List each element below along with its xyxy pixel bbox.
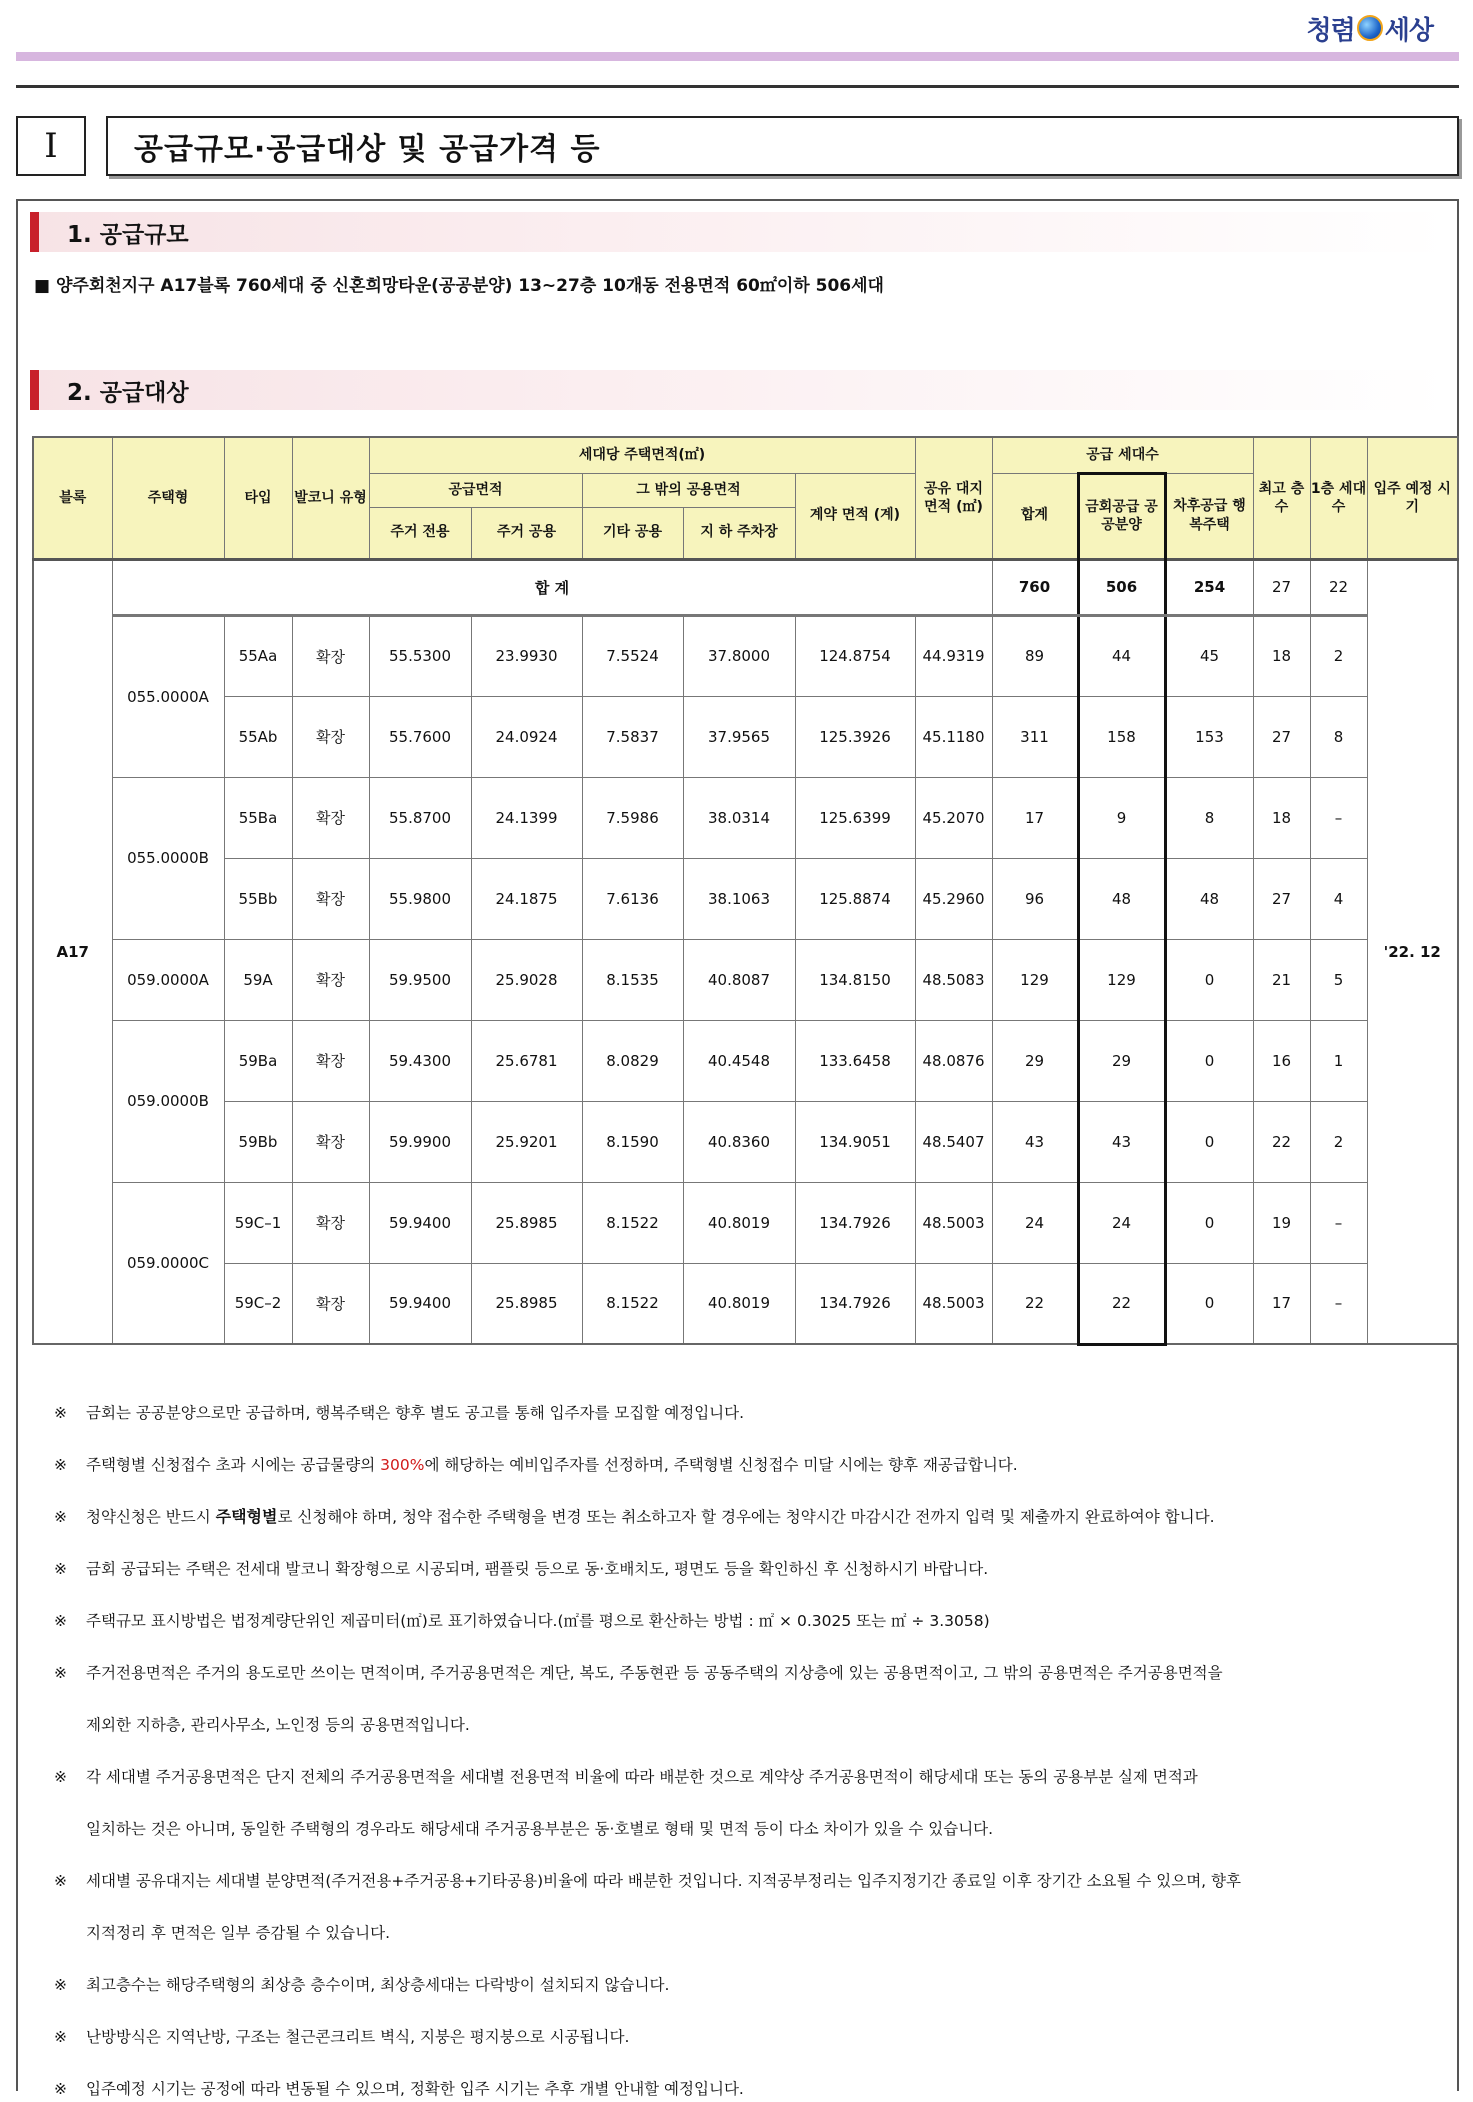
globe-icon (1357, 15, 1383, 41)
note-mark: ※ (54, 1872, 67, 1890)
cell-contract: 125.6399 (795, 777, 915, 858)
cell-later: 0 (1165, 1101, 1253, 1182)
cell-type: 55Ba (224, 777, 292, 858)
cell-land: 48.0876 (915, 1020, 992, 1101)
cell-max: 17 (1253, 1263, 1310, 1344)
note-mark: ※ (54, 2028, 67, 2046)
cell-max: 18 (1253, 615, 1310, 696)
cell-this: 158 (1078, 696, 1165, 777)
table-row (33, 1182, 1458, 1263)
th-supply-area: 공급면적 (369, 473, 582, 507)
cell-excl: 55.8700 (369, 777, 471, 858)
note-text (86, 1855, 1449, 1959)
cell-this: 29 (1078, 1020, 1165, 1101)
cell-contract: 134.9051 (795, 1101, 915, 1182)
note-text-part: 청약신청은 반드시 (86, 1508, 216, 1526)
cell-park: 40.8019 (683, 1263, 795, 1344)
cell-total: 311 (992, 696, 1078, 777)
notes-list (54, 1387, 1449, 2102)
cell-first: – (1310, 1263, 1367, 1344)
cell-land: 48.5407 (915, 1101, 992, 1182)
th-supply-units: 공급 세대수 (992, 437, 1253, 473)
cell-this: 48 (1078, 858, 1165, 939)
cell-resc: 25.8985 (471, 1182, 582, 1263)
cell-house-type: 059.0000B (112, 1020, 224, 1182)
th-land-share: 공유 대지 면적 (㎡) (915, 437, 992, 559)
cell-total: 129 (992, 939, 1078, 1020)
th-contract-area: 계약 면적 (계) (795, 473, 915, 559)
cell-balcony: 확장 (292, 777, 369, 858)
note-item (54, 2063, 1449, 2102)
cell-total: 89 (992, 615, 1078, 696)
note-item (54, 1855, 1449, 1959)
cell-later: 45 (1165, 615, 1253, 696)
cell-resc: 24.0924 (471, 696, 582, 777)
cell-type: 55Bb (224, 858, 292, 939)
cell-excl: 59.4300 (369, 1020, 471, 1101)
note-text-part: 주택형별 신청접수 초과 시에는 공급물량의 (86, 1456, 381, 1474)
note-line: 주거전용면적은 주거의 용도로만 쓰이는 면적이며, 주거공용면적은 계단, 복도, 주동현관 등 공동주택의 지상층에 있는 공용면적이고, 그 밖의 공용면적은 주거공용면적을 (86, 1664, 1223, 1682)
cell-excl: 59.9900 (369, 1101, 471, 1182)
cell-max: 22 (1253, 1101, 1310, 1182)
cell-max: 27 (1253, 696, 1310, 777)
subsection-bar (30, 212, 39, 252)
cell-later: 0 (1165, 1182, 1253, 1263)
cell-park: 37.9565 (683, 696, 795, 777)
note-text-part: 에 해당하는 예비입주자를 선정하며, 주택형별 신청접수 미달 시에는 향후 재공급합니다. (424, 1456, 1018, 1474)
subsection-title: 1. 공급규모 (67, 221, 189, 248)
note-item (54, 1387, 1449, 1439)
cell-this: 22 (1078, 1263, 1165, 1344)
cell-excl: 55.9800 (369, 858, 471, 939)
subsection-title: 2. 공급대상 (67, 379, 189, 406)
note-line: 일치하는 것은 아니며, 동일한 주택형의 경우라도 해당세대 주거공용부분은 동·호별로 형태 및 면적 등이 다소 차이가 있을 수 있습니다. (86, 1820, 994, 1838)
th-exclusive: 주거 전용 (369, 507, 471, 559)
cell-excl: 55.5300 (369, 615, 471, 696)
cell-type: 59Ba (224, 1020, 292, 1101)
note-text (86, 1491, 1449, 1543)
cell-first: 2 (1310, 615, 1367, 696)
note-mark: ※ (54, 1976, 67, 1994)
cell-later: 0 (1165, 1020, 1253, 1101)
header-rule (16, 85, 1459, 88)
cell-house-type: 059.0000C (112, 1182, 224, 1344)
subsection-bar (30, 370, 39, 410)
cell-house-type: 059.0000A (112, 939, 224, 1020)
cell-oth: 7.6136 (582, 858, 683, 939)
th-this-supply: 금회공급 공공분양 (1078, 473, 1165, 559)
cell-excl: 59.9500 (369, 939, 471, 1020)
cell-oth: 8.1522 (582, 1182, 683, 1263)
cell-balcony: 확장 (292, 696, 369, 777)
cell-land: 45.1180 (915, 696, 992, 777)
cell-first: 5 (1310, 939, 1367, 1020)
cell-balcony: 확장 (292, 1101, 369, 1182)
cell-oth: 8.1535 (582, 939, 683, 1020)
note-item (54, 1647, 1449, 1751)
cell-contract: 134.7926 (795, 1182, 915, 1263)
note-text: 입주예정 시기는 공정에 따라 변동될 수 있으며, 정확한 입주 시기는 추후 개별 안내할 예정입니다. (86, 2080, 744, 2098)
total-units: 760 (992, 559, 1078, 615)
cell-type: 59Bb (224, 1101, 292, 1182)
cell-house-type: 055.0000B (112, 777, 224, 939)
cell-contract: 134.8150 (795, 939, 915, 1020)
note-item (54, 1751, 1449, 1855)
note-mark: ※ (54, 1560, 67, 1578)
cell-type: 59C–2 (224, 1263, 292, 1344)
note-highlight: 300% (380, 1456, 425, 1474)
note-text: 주택규모 표시방법은 법정계량단위인 제곱미터(㎡)로 표기하였습니다.(㎡를 평으로 환산하는 방법 : ㎡ × 0.3025 또는 ㎡ ÷ 3.3058) (86, 1612, 990, 1630)
cell-block: A17 (33, 559, 112, 1344)
cell-this: 44 (1078, 615, 1165, 696)
cell-first: – (1310, 777, 1367, 858)
cell-first: 1 (1310, 1020, 1367, 1101)
cell-excl: 59.9400 (369, 1182, 471, 1263)
section-number: I (16, 116, 86, 176)
table-row (33, 1020, 1458, 1101)
th-house-type: 주택형 (112, 437, 224, 559)
cell-total: 29 (992, 1020, 1078, 1101)
note-item (54, 1595, 1449, 1647)
note-line: 각 세대별 주거공용면적은 단지 전체의 주거공용면적을 세대별 전용면적 비율에 따라 배분한 것으로 계약상 주거공용면적이 해당세대 또는 동의 공용부분 실제 면적과 (86, 1768, 1198, 1786)
cell-contract: 133.6458 (795, 1020, 915, 1101)
cell-first: 2 (1310, 1101, 1367, 1182)
cell-first: – (1310, 1182, 1367, 1263)
cell-max: 18 (1253, 777, 1310, 858)
note-text: 금회 공급되는 주택은 전세대 발코니 확장형으로 시공되며, 팸플릿 등으로 동·호배치도, 평면도 등을 확인하신 후 신청하시기 바랍니다. (86, 1560, 989, 1578)
th-other-common-use: 기타 공용 (582, 507, 683, 559)
table-row (33, 1263, 1458, 1344)
subsection-header-target (30, 370, 1450, 410)
note-mark: ※ (54, 1456, 67, 1474)
table-row (33, 858, 1458, 939)
cell-balcony: 확장 (292, 939, 369, 1020)
header-band (16, 52, 1459, 61)
cell-max: 27 (1253, 858, 1310, 939)
th-type: 타입 (224, 437, 292, 559)
cell-max: 21 (1253, 939, 1310, 1020)
th-underground-parking: 지 하 주차장 (683, 507, 795, 559)
th-later-supply: 차후공급 행복주택 (1165, 473, 1253, 559)
cell-first: 8 (1310, 696, 1367, 777)
note-item (54, 1543, 1449, 1595)
note-line: 제외한 지하층, 관리사무소, 노인정 등의 공용면적입니다. (86, 1716, 470, 1734)
cell-house-type: 055.0000A (112, 615, 224, 777)
note-text: 난방방식은 지역난방, 구조는 철근콘크리트 벽식, 지붕은 평지붕으로 시공됩니다. (86, 2028, 630, 2046)
note-line: 지적정리 후 면적은 일부 증감될 수 있습니다. (86, 1924, 391, 1942)
section-title: 공급규모·공급대상 및 공급가격 등 (106, 116, 1459, 176)
total-label: 합 계 (112, 559, 992, 615)
note-text (86, 1439, 1449, 1491)
cell-this: 24 (1078, 1182, 1165, 1263)
cell-contract: 125.3926 (795, 696, 915, 777)
cell-contract: 124.8754 (795, 615, 915, 696)
cell-contract: 134.7926 (795, 1263, 915, 1344)
cell-later: 153 (1165, 696, 1253, 777)
table-row (33, 696, 1458, 777)
supply-summary: ■ 양주회천지구 A17블록 760세대 중 신혼희망타운(공공분양) 13~27층 10개동 전용면적 60㎡이하 506세대 (34, 276, 884, 296)
cell-oth: 8.1522 (582, 1263, 683, 1344)
cell-oth: 7.5986 (582, 777, 683, 858)
cell-oth: 7.5837 (582, 696, 683, 777)
cell-type: 59C–1 (224, 1182, 292, 1263)
cell-land: 45.2070 (915, 777, 992, 858)
cell-resc: 25.6781 (471, 1020, 582, 1101)
cell-balcony: 확장 (292, 615, 369, 696)
cell-type: 55Aa (224, 615, 292, 696)
cell-park: 40.8360 (683, 1101, 795, 1182)
cell-later: 0 (1165, 1263, 1253, 1344)
th-block: 블록 (33, 437, 112, 559)
note-item (54, 2011, 1449, 2063)
th-residential-common: 주거 공용 (471, 507, 582, 559)
supply-table-wrapper (32, 436, 1457, 1346)
note-mark: ※ (54, 1404, 67, 1422)
table-row (33, 615, 1458, 696)
note-emphasis: 주택형별 (215, 1507, 278, 1526)
note-mark: ※ (54, 1768, 67, 1786)
cell-this: 9 (1078, 777, 1165, 858)
note-mark: ※ (54, 1612, 67, 1630)
note-mark: ※ (54, 1508, 67, 1526)
cell-later: 8 (1165, 777, 1253, 858)
th-first-floor-units: 1층 세대수 (1310, 437, 1367, 559)
cell-later: 48 (1165, 858, 1253, 939)
cell-excl: 59.9400 (369, 1263, 471, 1344)
cell-oth: 8.0829 (582, 1020, 683, 1101)
cell-this: 129 (1078, 939, 1165, 1020)
cell-total: 43 (992, 1101, 1078, 1182)
note-mark: ※ (54, 2080, 67, 2098)
cell-land: 45.2960 (915, 858, 992, 939)
cell-land: 48.5003 (915, 1263, 992, 1344)
note-item (54, 1439, 1449, 1491)
logo-text-left: 청렴 (1306, 15, 1355, 46)
subsection-header-scale (30, 212, 1450, 252)
cell-park: 40.4548 (683, 1020, 795, 1101)
logo-text-right: 세상 (1384, 15, 1433, 46)
cell-land: 44.9319 (915, 615, 992, 696)
note-item (54, 1959, 1449, 2011)
note-text (86, 1751, 1449, 1855)
cell-total: 22 (992, 1263, 1078, 1344)
note-text (86, 1647, 1449, 1751)
supply-table (32, 436, 1459, 1346)
cell-oth: 8.1590 (582, 1101, 683, 1182)
cell-resc: 24.1399 (471, 777, 582, 858)
cell-park: 38.0314 (683, 777, 795, 858)
cell-resc: 25.9201 (471, 1101, 582, 1182)
cell-park: 40.8019 (683, 1182, 795, 1263)
th-area-per-unit: 세대당 주택면적(㎡) (369, 437, 915, 473)
note-text-part: 로 신청해야 하며, 청약 접수한 주택형을 변경 또는 취소하고자 할 경우에는 청약시간 마감시간 전까지 입력 및 제출까지 완료하여야 합니다. (277, 1508, 1215, 1526)
total-later-supply: 254 (1165, 559, 1253, 615)
note-text: 최고층수는 해당주택형의 최상층 층수이며, 최상층세대는 다락방이 설치되지 않습니다. (86, 1976, 670, 1994)
th-other-common: 그 밖의 공용면적 (582, 473, 795, 507)
cell-max: 19 (1253, 1182, 1310, 1263)
table-row (33, 939, 1458, 1020)
cell-total: 96 (992, 858, 1078, 939)
cell-land: 48.5003 (915, 1182, 992, 1263)
note-line: 세대별 공유대지는 세대별 분양면적(주거전용+주거공용+기타공용)비율에 따라 배분한 것입니다. 지적공부정리는 입주지정기간 종료일 이후 장기간 소요될 수 있으며, 향후 (86, 1872, 1241, 1890)
cell-type: 59A (224, 939, 292, 1020)
cell-balcony: 확장 (292, 858, 369, 939)
cell-park: 38.1063 (683, 858, 795, 939)
note-item (54, 1491, 1449, 1543)
cell-total: 24 (992, 1182, 1078, 1263)
cell-land: 48.5083 (915, 939, 992, 1020)
cell-this: 43 (1078, 1101, 1165, 1182)
th-max-floor: 최고 층수 (1253, 437, 1310, 559)
total-this-supply: 506 (1078, 559, 1165, 615)
cell-first: 4 (1310, 858, 1367, 939)
cell-resc: 23.9930 (471, 615, 582, 696)
cell-total: 17 (992, 777, 1078, 858)
cell-excl: 55.7600 (369, 696, 471, 777)
cell-balcony: 확장 (292, 1020, 369, 1101)
cell-balcony: 확장 (292, 1263, 369, 1344)
total-max-floor: 27 (1253, 559, 1310, 615)
note-mark: ※ (54, 1664, 67, 1682)
cell-resc: 24.1875 (471, 858, 582, 939)
note-text: 금회는 공공분양으로만 공급하며, 행복주택은 향후 별도 공고를 통해 입주자를 모집할 예정입니다. (86, 1404, 745, 1422)
cell-park: 40.8087 (683, 939, 795, 1020)
cell-later: 0 (1165, 939, 1253, 1020)
cell-move-in: '22. 12 (1367, 559, 1458, 1344)
th-balcony: 발코니 유형 (292, 437, 369, 559)
cell-max: 16 (1253, 1020, 1310, 1101)
cell-park: 37.8000 (683, 615, 795, 696)
th-total: 합계 (992, 473, 1078, 559)
cell-contract: 125.8874 (795, 858, 915, 939)
cell-balcony: 확장 (292, 1182, 369, 1263)
cell-resc: 25.9028 (471, 939, 582, 1020)
cell-resc: 25.8985 (471, 1263, 582, 1344)
cell-oth: 7.5524 (582, 615, 683, 696)
supply-table-body (33, 559, 1458, 1344)
logo (1307, 8, 1433, 48)
th-move-in: 입주 예정 시기 (1367, 437, 1458, 559)
cell-type: 55Ab (224, 696, 292, 777)
table-row (33, 1101, 1458, 1182)
table-row (33, 777, 1458, 858)
total-first-floor: 22 (1310, 559, 1367, 615)
